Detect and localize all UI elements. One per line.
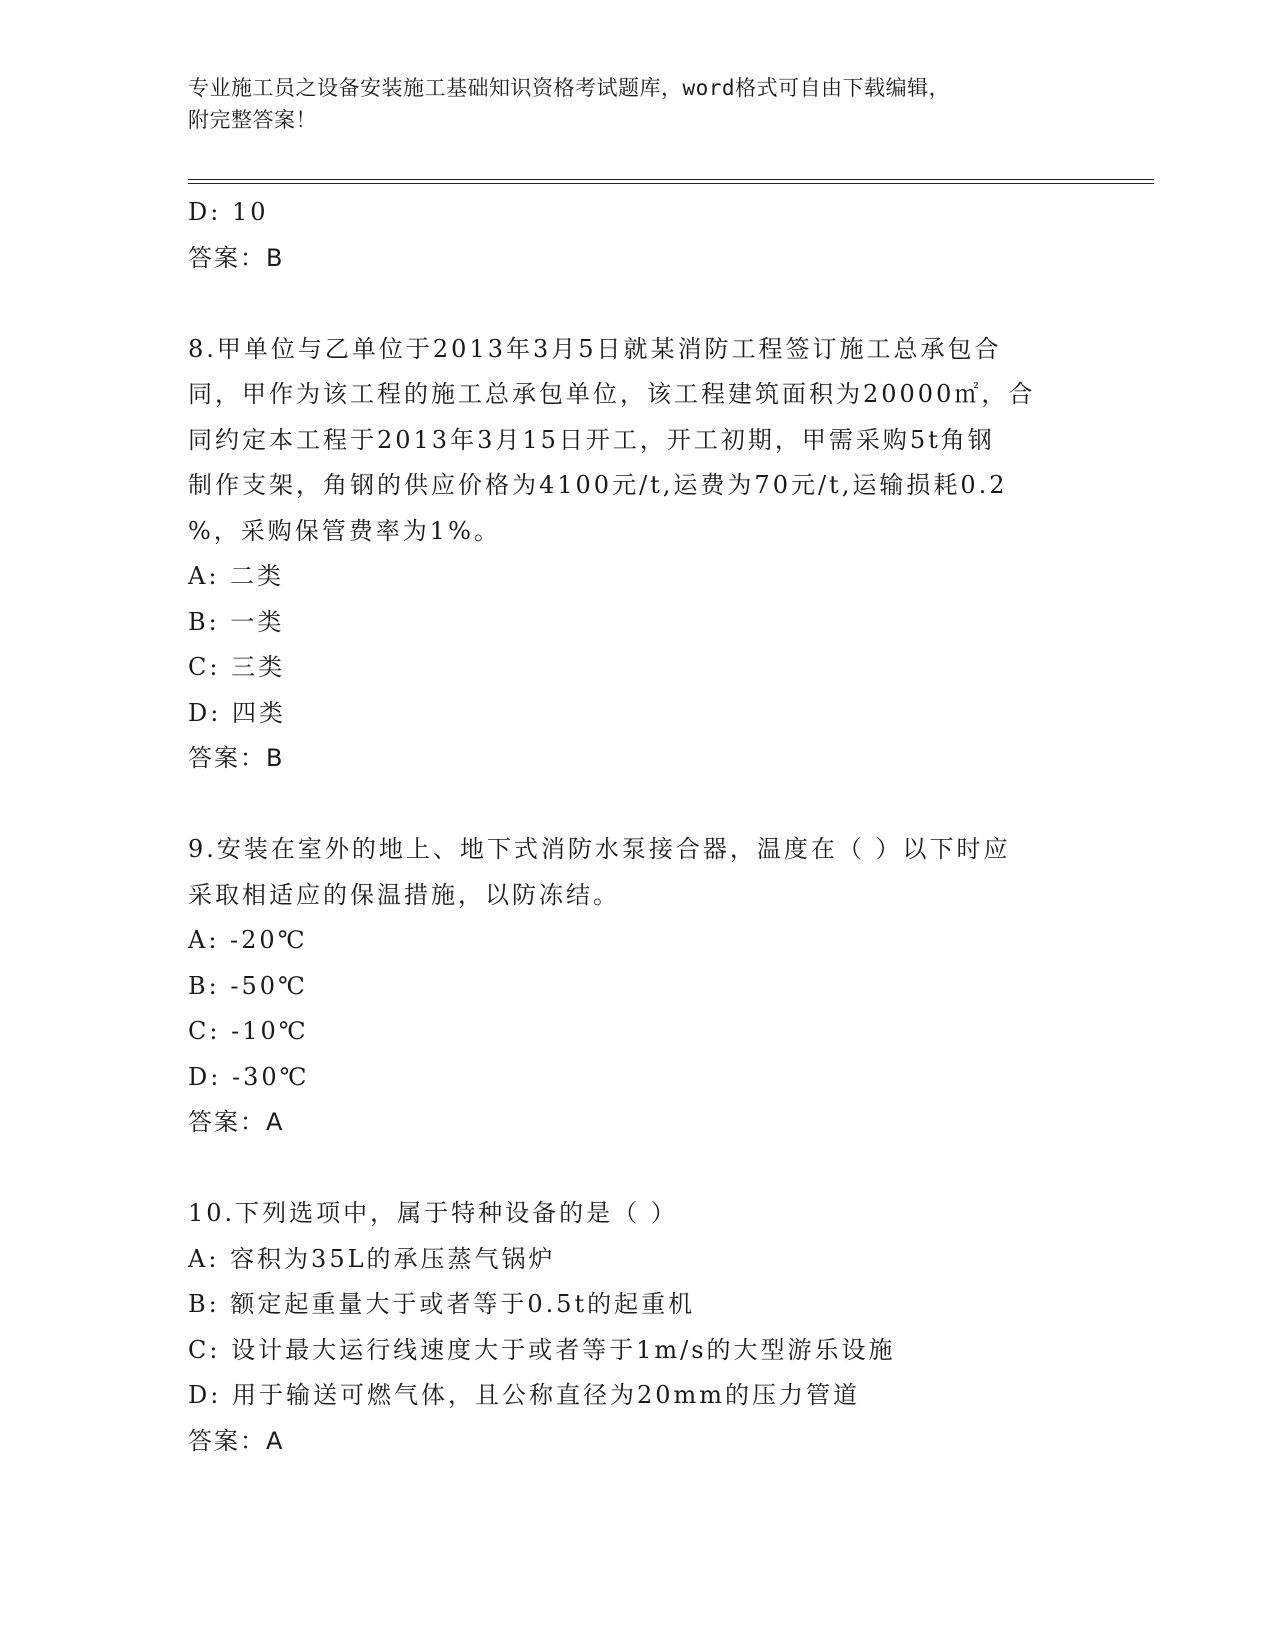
question-text-line: 采取相适应的保温措施，以防冻结。 bbox=[188, 880, 620, 909]
header-divider bbox=[188, 179, 1154, 180]
previous-question-tail bbox=[188, 190, 1088, 281]
spacer bbox=[188, 782, 1088, 828]
question-text-line: 制作支架，角钢的供应价格为4100元/t,运费为70元/t,运输损耗0.2 bbox=[188, 471, 1008, 499]
question-text-line: %，采购保管费率为1%。 bbox=[188, 516, 501, 545]
question-content bbox=[188, 190, 1088, 1464]
spacer bbox=[188, 1146, 1088, 1192]
option-d: D: -30℃ bbox=[188, 1062, 310, 1091]
question-text-line: 9.安装在室外的地上、地下式消防水泵接合器，温度在（ ）以下时应 bbox=[188, 835, 1011, 863]
question-text-line: 10.下列选项中，属于特种设备的是（ ） bbox=[188, 1199, 678, 1227]
option-a: A: 二类 bbox=[188, 562, 285, 590]
option-a: A: 容积为35L的承压蒸气锅炉 bbox=[188, 1244, 556, 1273]
question-text-line: 同约定本工程于2013年3月15日开工，开工初期，甲需采购5t角钢 bbox=[188, 425, 995, 454]
question-text-line: 8.甲单位与乙单位于2013年3月5日就某消防工程签订施工总承包合 bbox=[188, 334, 1002, 363]
option-d: D: 用于输送可燃气体，且公称直径为20mm的压力管道 bbox=[188, 1381, 861, 1409]
option-b: B: 额定起重量大于或者等于0.5t的起重机 bbox=[188, 1290, 696, 1318]
spacer bbox=[188, 281, 1088, 327]
header-title-line-2: 附完整答案！ bbox=[188, 108, 317, 132]
answer-line: 答案：A bbox=[188, 1426, 285, 1455]
option-d: D: 10 bbox=[188, 198, 269, 226]
option-c: C: -10℃ bbox=[188, 1017, 309, 1045]
question-9 bbox=[188, 827, 1088, 1146]
answer-line: 答案：A bbox=[188, 1108, 285, 1136]
question-10 bbox=[188, 1191, 1088, 1464]
page-header bbox=[188, 72, 1068, 136]
question-text-line: 同，甲作为该工程的施工总承包单位，该工程建筑面积为20000㎡，合 bbox=[188, 380, 1036, 408]
option-c: C: 三类 bbox=[188, 653, 286, 681]
option-a: A: -20℃ bbox=[188, 926, 308, 954]
question-8 bbox=[188, 327, 1088, 782]
answer-line: 答案：B bbox=[188, 243, 285, 272]
header-title-line-1: 专业施工员之设备安装施工基础知识资格考试题库，word格式可自由下载编辑， bbox=[188, 76, 951, 100]
option-b: B: 一类 bbox=[188, 607, 285, 636]
header-divider-secondary bbox=[188, 183, 1154, 184]
option-b: B: -50℃ bbox=[188, 971, 308, 1000]
option-c: C: 设计最大运行线速度大于或者等于1m/s的大型游乐设施 bbox=[188, 1335, 896, 1364]
option-d: D: 四类 bbox=[188, 698, 286, 727]
answer-line: 答案：B bbox=[188, 744, 285, 772]
